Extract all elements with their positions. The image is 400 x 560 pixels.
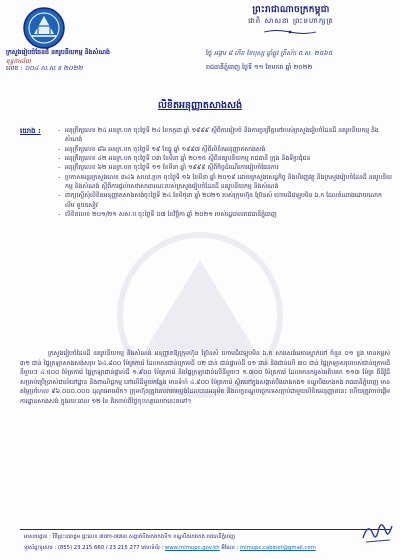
ministry-name: ក្រសួងរៀបចំដែនដី នគរូបនីយកម្ម និងសំណង់: [6, 49, 110, 56]
preamble-item: - អនុក្រឹត្យលេខ ៤២ អនក្រ.បក ចុះថ្ងៃទី ០៣ ខែមីនា ឆ្នាំ ២០១៥ ស្តីពីនគរូបនីយកម្ម រាជធានី ក្រុង និងទីប្រជុំជន: [58, 154, 392, 163]
reference-label: លេខ :: [6, 64, 23, 72]
kingdom-heading: ព្រះរាជាណាចក្រកម្ពុជា: [252, 5, 330, 15]
preamble-item: - លិខិតលេខ ២០១/២១ សស.ប ចុះថ្ងៃទី ០៧ ខែវិច្ឆិកា ឆ្នាំ ២០២១ របស់រដ្ឋបាលរាជធានីភ្នំពេញ: [58, 210, 392, 219]
preamble-item: - អនុក្រឹត្យលេខ ៦២ អនក្រ.បក ចុះថ្ងៃទី ១១ ខែមីនា ឆ្នាំ ១៩៩៩ ស្តីពីកិច្ចដំណើរការរៀបចំផែនការ: [58, 163, 392, 172]
body-paragraph: ក្រសួងរៀបចំដែនដី នគរូបនីយកម្ម និងសំណង់ អនុញ្ញាតឱ្យក្រុមហ៊ុន ប្រ៊ែនស៍ ហោមដិវេឡុបមិន ឯ.ក សាងសង់អគារស្នាក់នៅ ចំនួន ០១ ខ្នង មានកម្ពស់ ៣១ ជាន់ ផ្ទៃក្រឡាសាងសង់សរុប ៦៤.៨០០ ម៉ែត្រការ៉េ ដែលមានជាន់ក្រោមដី ០២ ជាន់ ជាន់ផ្ទាល់ដី ០១ ជាន់ និងជាន់លើ ៣០ ជាន់ ផ្ទៃក្រឡាសរុបរបស់ជាន់ក្រោមដីនីមួយៗ ៤.៥០០ ម៉ែត្រការ៉េ ផ្ទៃក្រឡាជាន់ផ្ទាល់ដី ១.៩០០ ម៉ែត្រការ៉េ និងផ្ទៃក្រឡាជាន់លើនីមួយៗ ១.៧០០ ម៉ែត្រការ៉េ ដែលមានកម្ពស់អតិបរមា ១១៣ ម៉ែត្រ ពីនីវ៉ូដី សម្រាប់ប្រើប្រាស់ជាលំនៅដ្ឋាន និងពាណិជ្ជកម្ម នៅលើដីមួយកន្លែង មានទំហំ ៤.៩០០ ម៉ែត្រការ៉េ ស្ថិតនៅក្នុងសង្កាត់បឹងកេងកង១ ខណ្ឌបឹងកេងកង រាជធានីភ្នំពេញ មានតម្លៃប្រហែល ៩៦.០០០.០០០ ដុល្លារអាមេរិក។ ក្រុមហ៊ុនត្រូវគោរពតាមប្លង់ដែលបានអនុម័ត និងលក្ខខណ្ឌបច្ចេកទេសភ្ជាប់ជាមួយលិខិតអនុញ្ញាតនេះ ហើយត្រូវចាប់ផ្តើមការដ្ឋានសាងសង់ ក្នុងរយៈពេល ១២ ខែ គិតចាប់ពីថ្ងៃចុះហត្ថលេខានេះតទៅ។: [20, 350, 390, 405]
ministry-logo-icon: [22, 6, 66, 50]
reference-number: [6, 64, 156, 74]
preamble-list: [58, 126, 392, 219]
preamble-label: យោង :: [20, 127, 41, 135]
lunar-date: [206, 50, 396, 59]
cabinet-name: ខុទ្ទកាល័យ: [6, 58, 31, 65]
email-link[interactable]: mlmupc.cabinet@gmail.com: [239, 545, 316, 551]
preamble-item: - ប្រកាសអន្តរក្រសួងលេខ ៣៤៦ សហវ.ប្រក ចុះថ្ងៃទី ១៦ ខែមីនា ឆ្នាំ ២០១៩ ដោយក្រសួងសេដ្ឋកិច្ច និងហិរញ្ញវត្ថុ និងក្រសួងរៀបចំដែនដី នគរូបនីយកម្ម និងសំណង់ ស្តីពីការផ្តល់សេវាសាធារណៈរបស់ក្រសួងរៀបចំដែនដី នគរូបនីយកម្ម និងសំណង់: [58, 173, 392, 191]
footer-contact: [24, 544, 364, 552]
solar-date-label: រាជធានីភ្នំពេញ ថ្ងៃទី: [206, 64, 252, 71]
document-title: លិខិតអនុញ្ញាតសាងសង់: [157, 100, 243, 111]
footer-address: អាសយដ្ឋាន : វិថីព្រះនរោត្តម ផ្ទះលេខ ៧៧១-៧៧៣ សង្កាត់បឹងកេងកងទី១ ខណ្ឌបឹងកេងកង រាជធានីភ្នំពេញ: [24, 534, 236, 540]
preamble-item: - អនុក្រឹត្យលេខ ៨៦ អនក្រ.បក ចុះថ្ងៃទី ១៩ ខែធ្នូ ឆ្នាំ ១៩៩៧ ស្តីពីលិខិតអនុញ្ញាតសាងសង់: [58, 145, 392, 154]
footer-phone: ទូរស័ព្ទ/ទូរសារ : (855) 23 215 660 / 23 215 277 គេហទំព័រ :: [24, 545, 165, 551]
preamble-item: - ពាក្យស្នើសុំលិខិតអនុញ្ញាតសាងសង់ចុះថ្ងៃទី ២៤ ខែមិថុនា ឆ្នាំ ២០២១ របស់ក្រុមហ៊ុន ប្រ៊ែនស៍ ហោមដិវេឡុបមិន ឯ.ក ដែលតំណាងដោយលោក លីម គួយសៀវ: [58, 191, 392, 209]
motto-ornament-icon: [262, 29, 318, 35]
reference-value: ០០៤ ស.ស.ន ២០២២: [24, 64, 83, 72]
footer-divider: [20, 529, 390, 530]
national-motto: ជាតិ សាសនា ព្រះមហាក្សត្រ: [248, 17, 334, 25]
preamble-item: - អនុក្រឹត្យលេខ ២៤ អនក្រ.បក ចុះថ្ងៃទី ២៤ ខែកក្កដា ឆ្នាំ ១៩៩៩ ស្តីពីការរៀបចំ និងការប្រព្រឹត្តទៅរបស់ក្រសួងរៀបចំដែនដី នគរូបនីយកម្ម និងសំណង់: [58, 126, 392, 144]
solar-date-value: ១១ ខែមករា ឆ្នាំ ២០២២: [254, 64, 313, 71]
footer-email-label: អ៊ីមែល :: [221, 545, 240, 551]
solar-date: [206, 64, 396, 73]
lunar-date-value: អង្គារ ៨ កើត ខែបុស្ស ឆ្នាំឆ្លូវ ត្រីស័ក ព.ស. ២៥៦៥: [214, 50, 333, 57]
initials-signature-icon: [360, 518, 394, 546]
lunar-date-label: ថ្ងៃ: [206, 50, 212, 57]
website-link[interactable]: www.mlmupc.gov.kh: [164, 545, 220, 551]
